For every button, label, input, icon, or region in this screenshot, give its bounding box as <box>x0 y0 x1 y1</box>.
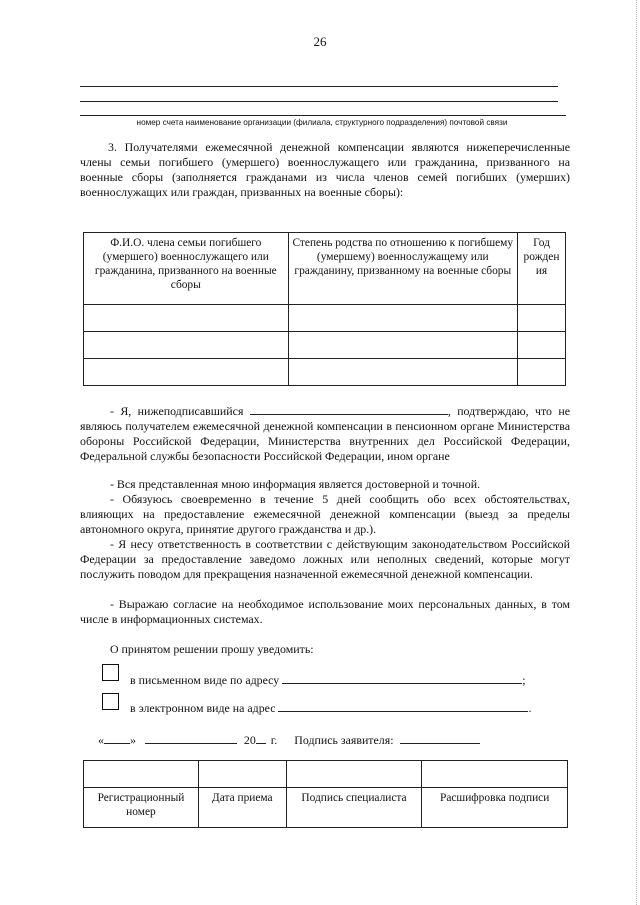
relation-cell[interactable] <box>288 332 517 359</box>
postal-address-field[interactable] <box>282 683 522 684</box>
registration-number-cell[interactable] <box>84 761 199 788</box>
fio-cell[interactable] <box>84 332 289 359</box>
header-receipt-date: Дата приема <box>198 788 286 828</box>
header-signature-transcript: Расшифровка подписи <box>422 788 568 828</box>
fio-cell[interactable] <box>84 305 289 332</box>
day-field[interactable] <box>104 743 130 744</box>
account-line-3[interactable] <box>80 115 566 116</box>
table-row <box>84 305 566 332</box>
scan-edge <box>635 0 637 905</box>
month-field[interactable] <box>145 743 237 744</box>
specialist-signature-cell[interactable] <box>286 761 422 788</box>
family-members-table <box>83 232 566 386</box>
registration-header-row <box>84 788 568 828</box>
relation-cell[interactable] <box>288 305 517 332</box>
account-line-1[interactable] <box>80 86 558 87</box>
birth-year-cell[interactable] <box>518 332 566 359</box>
header-registration-number: Регистрационный номер <box>84 788 199 828</box>
electronic-notice-checkbox[interactable] <box>102 693 119 710</box>
application-date-signature: « » 20 г. Подпись заявителя: <box>98 733 480 748</box>
account-caption: номер счета наименование организации (филиала, структурного подразделения) почтовой связи <box>136 118 508 127</box>
registration-entry-row <box>84 761 568 788</box>
page-number: 26 <box>313 34 327 49</box>
registration-table <box>83 760 568 828</box>
section-3-text: 3. Получателями ежемесячной денежной компенсации являются нижеперечисленные члены семьи погибшего (умершего) военнослужащего или гражданина, призванного на военные сборы (заполняется гражданами из числа членов семей погибших (умерших) военнослужащих или граждан, призванных на военные сборы): <box>80 140 570 199</box>
table-row <box>84 359 566 386</box>
written-notice-checkbox[interactable] <box>102 664 119 681</box>
statement-accuracy: - Вся представленная мною информация является достоверной и точной. <box>110 477 481 491</box>
header-specialist-signature: Подпись специалиста <box>286 788 422 828</box>
relation-cell[interactable] <box>288 359 517 386</box>
header-relation: Степень родства по отношению к погибшему (умершему) военнослужащему или гражданину, призванному на военные сборы <box>288 233 517 305</box>
written-notice-option: в письменном виде по адресу ; <box>130 673 526 687</box>
receipt-date-cell[interactable] <box>198 761 286 788</box>
applicant-signature-field[interactable] <box>400 743 480 744</box>
table-row <box>84 332 566 359</box>
header-fio: Ф.И.О. члена семьи погибшего (умершего) военнослужащего или гражданина, призванного на военные сборы <box>84 233 289 305</box>
birth-year-cell[interactable] <box>518 359 566 386</box>
fio-cell[interactable] <box>84 359 289 386</box>
birth-year-cell[interactable] <box>518 305 566 332</box>
statement-obligation: - Обязуюсь своевременно в течение 5 дней сообщить обо всех обстоятельствах, влияющих на предоставление ежемесячной денежной компенсации (выезд за пределы автономного округа, принятие другого гражданства и др.). <box>80 492 570 536</box>
statement-consent: - Выражаю согласие на необходимое использование моих персональных данных, в том числе в информационных системах. <box>80 597 570 626</box>
statement-responsibility: - Я несу ответственность в соответствии с действующим законодательством Российской Федерации за предоставление заведомо ложных или неполных сведений, которые могут послужить поводом для прекращения назначенной ежемесячной денежной компенсации. <box>80 537 570 581</box>
account-line-2[interactable] <box>80 101 558 102</box>
header-birth-year: Год рожден ия <box>518 233 566 305</box>
year-field[interactable] <box>256 743 266 744</box>
signature-transcript-cell[interactable] <box>422 761 568 788</box>
table-header-row <box>84 233 566 305</box>
statement-not-recipient: - Я, нижеподписавшийся , подтверждаю, что не являюсь получателем ежемесячной денежной компенсации в пенсионном органе Министерства обороны Российской Федерации, Министерства внутренних дел Российской Федерации, Федеральной службы безопасности Российской Федерации, ином органе <box>80 404 571 463</box>
electronic-notice-option: в электронном виде на адрес . <box>130 701 532 715</box>
signer-name-field[interactable] <box>250 414 448 415</box>
notify-intro: О принятом решении прошу уведомить: <box>110 642 314 656</box>
electronic-address-field[interactable] <box>278 711 528 712</box>
